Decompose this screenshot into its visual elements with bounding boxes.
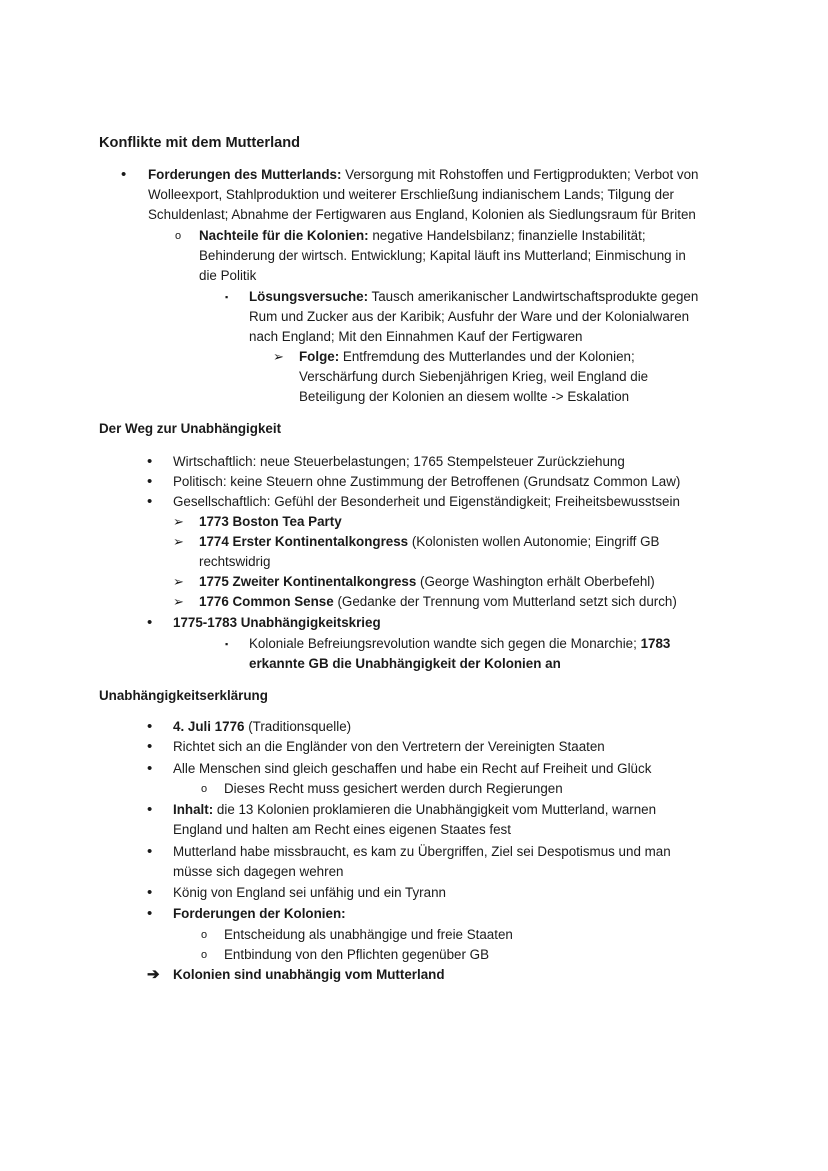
text: (Gedanke der Trennung vom Mutterland setzt sich durch) <box>333 594 677 609</box>
item-common-sense <box>199 592 677 612</box>
square-marker: ▪ <box>225 639 229 649</box>
item-nachteile-line2: Behinderung der wirtsch. Entwicklung; Kapital läuft ins Mutterland; Einmischung in <box>199 248 686 263</box>
arrow-marker: ➢ <box>173 514 184 529</box>
heading-konflikte: Konflikte mit dem Mutterland <box>99 135 301 151</box>
item-loesung-line3: nach England; Mit den Einnahmen Kauf der Fertigwaren <box>249 329 583 344</box>
item-alle-menschen: Alle Menschen sind gleich geschaffen und habe ein Recht auf Freiheit und Glück <box>173 761 652 776</box>
label-loesung: Lösungsversuche: <box>249 289 369 304</box>
label-1783: 1783 <box>640 636 671 651</box>
text: Koloniale Befreiungsrevolution wandte sich gegen die Monarchie; <box>249 636 641 651</box>
item-forderungen-kolonien: Forderungen der Kolonien: <box>173 906 346 921</box>
item-folge-line3: Beteiligung der Kolonien an diesem wollte -> Eskalation <box>299 389 630 404</box>
label-common-sense: 1776 Common Sense <box>199 594 334 609</box>
bullet-marker: • <box>147 614 153 631</box>
text: Tausch amerikanischer Landwirtschaftsprodukte gegen <box>368 289 699 304</box>
item-richtet-sich: Richtet sich an die Engländer von den Vertretern der Vereinigten Staaten <box>173 739 605 754</box>
bold-arrow-icon: ➔ <box>147 966 160 983</box>
arrow-marker: ➢ <box>173 594 184 609</box>
item-entscheidung: Entscheidung als unabhängige und freie Staaten <box>224 927 513 942</box>
circle-marker: o <box>175 230 182 242</box>
item-boston-tea-party: 1773 Boston Tea Party <box>199 514 342 529</box>
text: (Kolonisten wollen Autonomie; Eingriff GB <box>408 534 660 549</box>
bullet-marker: • <box>147 884 153 901</box>
item-entbindung: Entbindung von den Pflichten gegenüber GB <box>224 947 490 962</box>
item-folge-line1 <box>299 347 635 367</box>
item-forderungen-line3: Schuldenlast; Abnahme der Fertigwaren aus England, Kolonien als Siedlungsraum für Briten <box>148 207 696 222</box>
text: Versorgung mit Rohstoffen und Fertigprodukten; Verbot von <box>341 167 699 182</box>
arrow-marker: ➢ <box>273 349 284 364</box>
bullet-marker: • <box>147 453 153 470</box>
item-politisch: Politisch: keine Steuern ohne Zustimmung der Betroffenen (Grundsatz Common Law) <box>173 474 681 489</box>
bullet-marker: • <box>147 493 153 510</box>
bullet-marker: • <box>121 166 127 183</box>
item-gesellschaftlich: Gesellschaftlich: Gefühl der Besonderheit und Eigenständigkeit; Freiheitsbewusstsein <box>173 494 680 509</box>
conclusion: Kolonien sind unabhängig vom Mutterland <box>173 967 445 982</box>
bullet-marker: • <box>147 760 153 777</box>
item-loesung-line2: Rum und Zucker aus der Karibik; Ausfuhr der Ware und der Kolonialwaren <box>249 309 690 324</box>
item-nachteile-line3: die Politik <box>199 268 257 283</box>
label-forderungen: Forderungen des Mutterlands: <box>148 167 342 182</box>
text: negative Handelsbilanz; finanzielle Instabilität; <box>368 228 646 243</box>
item-unabhaengigkeitskrieg: 1775-1783 Unabhängigkeitskrieg <box>173 615 381 630</box>
item-missbraucht-line2: müsse sich dagegen wehren <box>173 864 344 879</box>
item-wirtschaftlich: Wirtschaftlich: neue Steuerbelastungen; 1765 Stempelsteuer Zurückziehung <box>173 454 625 469</box>
item-erster-kongress-line2: rechtswidrig <box>199 554 271 569</box>
item-zweiter-kongress <box>199 572 655 592</box>
circle-marker: o <box>201 929 208 941</box>
item-folge-line2: Verschärfung durch Siebenjährigen Krieg, weil England die <box>299 369 649 384</box>
item-missbraucht-line1: Mutterland habe missbraucht, es kam zu Übergriffen, Ziel sei Despotismus und man <box>173 844 671 859</box>
heading-weg: Der Weg zur Unabhängigkeit <box>99 421 282 436</box>
bullet-marker: • <box>147 473 153 490</box>
arrow-marker: ➢ <box>173 534 184 549</box>
item-befreiung-line2: erkannte GB die Unabhängigkeit der Kolonien an <box>249 656 561 671</box>
item-recht-gesichert: Dieses Recht muss gesichert werden durch Regierungen <box>224 781 563 796</box>
text: (George Washington erhält Oberbefehl) <box>416 574 655 589</box>
label-erster-kongress: 1774 Erster Kontinentalkongress <box>199 534 409 549</box>
label-zweiter-kongress: 1775 Zweiter Kontinentalkongress <box>199 574 417 589</box>
square-marker: ▪ <box>225 292 229 302</box>
bullet-marker: • <box>147 718 153 735</box>
item-loesung-line1 <box>249 287 698 307</box>
item-inhalt-line1 <box>173 800 656 820</box>
item-nachteile-line1 <box>199 226 646 246</box>
label-nachteile: Nachteile für die Kolonien: <box>199 228 369 243</box>
text: (Traditionsquelle) <box>244 719 352 734</box>
circle-marker: o <box>201 783 208 795</box>
item-4-juli <box>173 717 351 737</box>
item-inhalt-line2: England und halten am Recht eines eigenen Staates fest <box>173 822 511 837</box>
item-forderungen-line1 <box>148 165 699 185</box>
text: Entfremdung des Mutterlandes und der Kolonien; <box>339 349 635 364</box>
bullet-marker: • <box>147 843 153 860</box>
item-forderungen-line2: Wolleexport, Stahlproduktion und weiterer Erschließung indianischem Lands; Tilgung der <box>148 187 675 202</box>
arrow-marker: ➢ <box>173 574 184 589</box>
item-koenig: König von England sei unfähig und ein Tyrann <box>173 885 446 900</box>
label-folge: Folge: <box>299 349 340 364</box>
bullet-marker: • <box>147 801 153 818</box>
label-4-juli: 4. Juli 1776 <box>173 719 245 734</box>
heading-erklaerung: Unabhängigkeitserklärung <box>99 688 268 703</box>
text: die 13 Kolonien proklamieren die Unabhängigkeit vom Mutterland, warnen <box>213 802 657 817</box>
item-befreiung-line1 <box>249 634 670 654</box>
item-erster-kongress-line1 <box>199 532 659 552</box>
bullet-marker: • <box>147 905 153 922</box>
label-inhalt: Inhalt: <box>173 802 214 817</box>
circle-marker: o <box>201 949 208 961</box>
bullet-marker: • <box>147 738 153 755</box>
